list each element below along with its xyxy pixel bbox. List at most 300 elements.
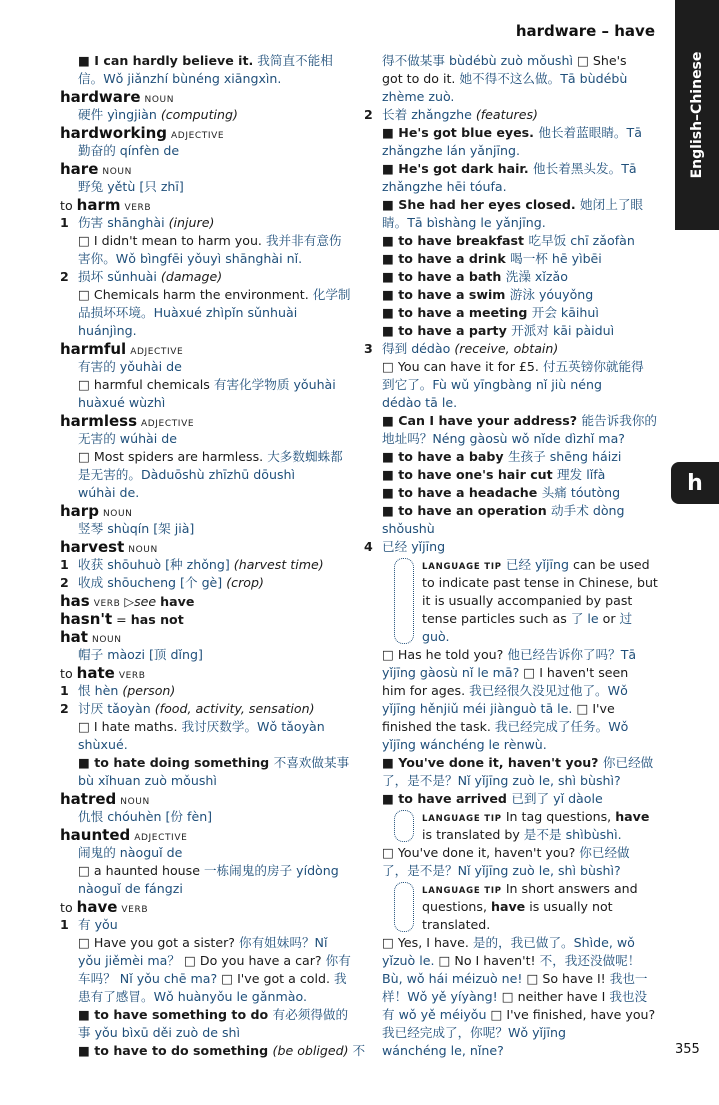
chinese-translation: 地址吗？Néng gàosù wǒ nǐde dìzhǐ ma?: [382, 431, 625, 446]
chinese-translation: huàxué wùzhì: [78, 395, 166, 410]
entry-text: have: [160, 594, 195, 609]
entry-text: have: [615, 809, 650, 824]
chinese-translation: guò.: [422, 629, 450, 644]
entry-line: [60, 52, 352, 70]
entry-text: In tag questions,: [505, 809, 616, 824]
chinese-translation: 你已经做: [579, 845, 630, 860]
sense-number: 1: [60, 917, 69, 932]
entry-headword-line: [60, 898, 352, 916]
entry-text: ■ to have a baby: [382, 449, 508, 464]
entry-line: [364, 736, 662, 754]
chinese-translation: 过: [619, 611, 633, 626]
entry-text: (features): [475, 107, 538, 122]
entry-line: [364, 700, 662, 718]
entry-headword-line: [60, 628, 352, 646]
entry-text: (harvest time): [233, 557, 324, 572]
entry-line: [364, 664, 662, 682]
sense-number: 3: [364, 341, 373, 356]
entry-text: to: [60, 198, 77, 213]
entry-line: [364, 70, 662, 88]
chinese-translation: 动手术 dòng: [551, 503, 625, 518]
entry-headword-line: [60, 826, 352, 844]
chinese-translation: 伤害 shānghài: [78, 215, 169, 230]
entry-text: ■ to have arrived: [382, 791, 512, 806]
chinese-translation: 收获 shōuhuò [种 zhǒng]: [78, 557, 234, 572]
sense-line: [60, 682, 352, 700]
chinese-translation: 了 le: [570, 611, 599, 626]
headword: harmless: [60, 412, 137, 430]
entry-text: ■ to have a headache: [382, 485, 542, 500]
entry-headword-line: [60, 664, 352, 682]
part-of-speech: VERB: [93, 599, 121, 609]
chinese-translation: 不喜欢做某事: [273, 755, 350, 770]
chinese-translation: 损坏 sǔnhuài: [78, 269, 161, 284]
entry-text: □ You can have it for £5.: [382, 359, 543, 374]
chinese-translation: 害你。Wǒ bìngfēi yǒuyì shānghài nǐ.: [78, 251, 303, 266]
chinese-translation: 我: [333, 971, 347, 986]
entry-line: [60, 880, 352, 898]
entry-text: ■ He's got dark hair.: [382, 161, 534, 176]
entry-text: □ Chemicals harm the environment.: [78, 287, 313, 302]
sense-number: 2: [60, 269, 69, 284]
entry-line: [60, 358, 352, 376]
language-tip-label: LANGUAGE TIP: [422, 562, 502, 572]
entry-text: □ I've: [572, 701, 615, 716]
entry-text: have: [490, 899, 526, 914]
chinese-translation: 品损坏环境。Huàxué zhìpǐn sǔnhuài: [78, 305, 298, 320]
entry-text: □ Yes, I have.: [382, 935, 473, 950]
entry-line: [364, 88, 662, 106]
entry-line: [60, 934, 352, 952]
entry-text: ■ to have a meeting: [382, 305, 532, 320]
chinese-translation: 我并非有意伤: [265, 233, 342, 248]
entry-headword-line: [60, 790, 352, 808]
chinese-translation: 得到 dédào: [382, 341, 455, 356]
entry-line: [364, 286, 662, 304]
entry-text: □ I've got a cold.: [217, 971, 334, 986]
chinese-translation: 样！Wǒ yě yíyàng!: [382, 989, 498, 1004]
entry-line: [364, 322, 662, 340]
entry-line: [364, 646, 662, 664]
entry-text: to: [60, 666, 77, 681]
chinese-translation: shǒushù: [382, 521, 435, 536]
tip-line: [422, 880, 662, 898]
chinese-translation: 理发 lǐfà: [557, 467, 606, 482]
chinese-translation: Bù, wǒ hái méizuò ne!: [382, 971, 523, 986]
sense-line: [60, 700, 352, 718]
entry-text: □ You've done it, haven't you?: [382, 845, 580, 860]
entry-headword-line: [60, 592, 352, 610]
entry-line: [60, 448, 352, 466]
chinese-translation: 硬件 yìngjiàn: [78, 107, 161, 122]
chinese-translation: 我也一: [609, 971, 648, 986]
entry-line: [364, 502, 662, 520]
part-of-speech: NOUN: [102, 509, 133, 519]
tip-bracket-icon: [394, 810, 414, 842]
sense-number: 2: [60, 575, 69, 590]
headword: have: [76, 898, 118, 916]
entry-line: [60, 466, 352, 484]
chinese-translation: 帽子 màozi [顶 dǐng]: [78, 647, 203, 662]
entry-line: [60, 430, 352, 448]
entry-line: [364, 52, 662, 70]
headword: harm: [76, 196, 121, 214]
entry-line: [60, 304, 352, 322]
letter-index-tab: h: [671, 462, 719, 504]
chinese-translation: 你有姐妹吗？Nǐ: [238, 935, 328, 950]
entry-text: finished the task.: [382, 719, 495, 734]
entry-line: [60, 952, 352, 970]
entry-text: ■ to have a bath: [382, 269, 506, 284]
entry-line: [60, 718, 352, 736]
entry-line: [60, 520, 352, 538]
entry-line: [364, 178, 662, 196]
part-of-speech: NOUN: [120, 797, 150, 807]
part-of-speech: VERB: [121, 905, 149, 915]
entry-headword-line: [60, 124, 352, 142]
chinese-translation: 喝一杯 hē yìbēi: [510, 251, 602, 266]
chinese-translation: nàoguǐ de fángzi: [78, 881, 183, 896]
sense-line: [60, 214, 352, 232]
headword: hardworking: [60, 124, 168, 142]
entry-text: □ Do you have a car?: [180, 953, 326, 968]
entry-line: [364, 430, 662, 448]
entry-text: □ a haunted house: [78, 863, 204, 878]
part-of-speech: VERB: [124, 203, 152, 213]
entry-text: □ I hate maths.: [78, 719, 182, 734]
chinese-translation: 你有: [325, 953, 351, 968]
entry-line: [364, 268, 662, 286]
part-of-speech: NOUN: [102, 167, 132, 177]
entry-text: can be used: [568, 557, 650, 572]
entry-line: [364, 790, 662, 808]
entry-text: □ So have I!: [522, 971, 610, 986]
tip-line: [422, 916, 662, 934]
tip-line: [422, 826, 662, 844]
entry-line: [364, 754, 662, 772]
headword: hate: [76, 664, 115, 682]
sense-line: [364, 106, 662, 124]
entry-text: □ I didn't mean to harm you.: [78, 233, 266, 248]
tip-line: [422, 556, 662, 574]
sense-number: 2: [364, 107, 373, 122]
entry-text: ■ to have breakfast: [382, 233, 529, 248]
entry-text: tense particles such as: [422, 611, 571, 626]
entry-text: □ No I haven't!: [434, 953, 540, 968]
entry-text: or: [598, 611, 620, 626]
entry-line: [364, 682, 662, 700]
chinese-translation: 大多数蜘蛛都: [267, 449, 343, 464]
entry-line: [364, 1006, 662, 1024]
entry-line: [60, 844, 352, 862]
part-of-speech: ADJECTIVE: [134, 833, 188, 843]
tip-line: [422, 898, 662, 916]
entry-text: (receive, obtain): [454, 341, 559, 356]
language-tip: [382, 808, 662, 844]
entry-line: [364, 196, 662, 214]
chinese-translation: yǒu jiěmèi ma？: [78, 953, 180, 968]
chinese-translation: 头痛 tóutòng: [541, 485, 621, 500]
headword: hasn't: [60, 610, 113, 628]
headword: haunted: [60, 826, 131, 844]
entry-text: translated.: [422, 917, 491, 932]
entry-text: ■ to have a drink: [382, 251, 511, 266]
entry-line: [60, 322, 352, 340]
chinese-translation: 她闭上了眼: [580, 197, 644, 212]
entry-text: ■ You've done it, haven't you?: [382, 755, 603, 770]
sense-line: [60, 916, 352, 934]
chinese-translation: 付五英镑你就能得: [542, 359, 644, 374]
entry-headword-line: [60, 88, 352, 106]
tip-line: [422, 592, 662, 610]
headword: hatred: [60, 790, 117, 808]
language-tip: [382, 556, 662, 646]
running-header: hardware – have: [515, 22, 655, 40]
entry-line: [364, 988, 662, 1006]
entry-line: [60, 394, 352, 412]
entry-line: [364, 304, 662, 322]
left-column: [60, 52, 366, 1060]
entry-text: questions,: [422, 899, 491, 914]
chinese-translation: 有 yǒu: [78, 917, 118, 932]
entry-line: [364, 250, 662, 268]
entry-text: =: [112, 612, 131, 627]
entry-text: has not: [130, 612, 184, 627]
chinese-translation: 你已经做: [602, 755, 654, 770]
entry-text: □ harmful chemicals: [78, 377, 214, 392]
chinese-translation: bù xǐhuan zuò mǒushì: [78, 773, 217, 788]
headword: hat: [60, 628, 88, 646]
chinese-translation: 能告诉我你的: [581, 413, 657, 428]
entry-text: is translated by: [422, 827, 524, 842]
chinese-translation: 无害的 wúhài de: [78, 431, 178, 446]
chinese-translation: 不: [352, 1043, 366, 1058]
tip-bracket-icon: [394, 558, 414, 644]
entry-line: [364, 718, 662, 736]
entry-text: is usually not: [525, 899, 613, 914]
entry-line: [364, 772, 662, 790]
entry-line: [364, 862, 662, 880]
entry-line: [60, 106, 352, 124]
chinese-translation: 事 yǒu bìxū děi zuò de shì: [78, 1025, 241, 1040]
part-of-speech: NOUN: [128, 545, 158, 555]
sense-number: 1: [60, 215, 69, 230]
chinese-translation: shùxué.: [78, 737, 128, 752]
chinese-translation: 他已经告诉你了吗？Tā: [507, 647, 637, 662]
chinese-translation: 吃早饭 chī zǎofàn: [528, 233, 635, 248]
entry-line: [364, 466, 662, 484]
entry-line: [364, 484, 662, 502]
chinese-translation: 已经 yǐjīng: [505, 557, 569, 572]
chinese-translation: 闹鬼的 nàoguǐ de: [78, 845, 183, 860]
right-column: [364, 52, 662, 1060]
entry-headword-line: [60, 610, 352, 628]
chinese-translation: 他长着蓝眼睛。Tā: [538, 125, 642, 140]
entry-text: □ Has he told you?: [382, 647, 508, 662]
chinese-translation: wánchéng le, nǐne?: [382, 1043, 504, 1058]
entry-text: ■ to have to do something: [78, 1043, 273, 1058]
chinese-translation: 有害化学物质 yǒuhài: [213, 377, 336, 392]
sense-number: 4: [364, 539, 373, 554]
entry-line: [60, 1024, 352, 1042]
entry-text: ■ to hate doing something: [78, 755, 274, 770]
chinese-translation: 我也没: [609, 989, 648, 1004]
entry-text: ■ to have a swim: [382, 287, 510, 302]
part-of-speech: NOUN: [91, 635, 122, 645]
entry-text: (crop): [226, 575, 264, 590]
side-tab-label: English–Chinese: [689, 51, 705, 179]
entry-text: (food, activity, sensation): [154, 701, 315, 716]
entry-text: him for ages.: [382, 683, 470, 698]
sense-number: 1: [60, 557, 69, 572]
entry-text: ■ Can I have your address?: [382, 413, 582, 428]
entry-line: [364, 1024, 662, 1042]
chinese-translation: 勤奋的 qínfèn de: [78, 143, 180, 158]
entry-line: [364, 214, 662, 232]
chinese-translation: 开会 kāihuì: [531, 305, 599, 320]
sense-number: 2: [60, 701, 69, 716]
entry-line: [364, 142, 662, 160]
entry-text: ■ I can hardly believe it.: [78, 53, 254, 68]
chinese-translation: 到它了。Fù wǔ yīngbàng nǐ jiù néng: [382, 377, 602, 392]
entry-line: [60, 376, 352, 394]
sense-line: [60, 268, 352, 286]
entry-line: [364, 448, 662, 466]
chinese-translation: 化学制: [312, 287, 351, 302]
chinese-translation: 不，我还没做呢！: [539, 953, 641, 968]
entry-line: [60, 178, 352, 196]
part-of-speech: ADJECTIVE: [171, 131, 225, 141]
entry-text: □ She's: [572, 53, 627, 68]
entry-text: ▷: [120, 594, 135, 609]
entry-text: (damage): [160, 269, 223, 284]
entry-text: □ Have you got a sister?: [78, 935, 239, 950]
chinese-translation: zhǎngzhe hēi tóufa.: [382, 179, 507, 194]
chinese-translation: 有 wǒ yě méiyǒu: [382, 1007, 487, 1022]
chinese-translation: 睛。Tā bìshàng le yǎnjīng.: [382, 215, 546, 230]
chinese-translation: 她不得不这么做。Tā bùdébù: [459, 71, 628, 86]
entry-text: ■ to have something to do: [78, 1007, 273, 1022]
chinese-translation: 竖琴 shùqín [架 jià]: [78, 521, 195, 536]
entry-line: [364, 934, 662, 952]
chinese-translation: huánjìng.: [78, 323, 137, 338]
entry-text: to: [60, 900, 77, 915]
tip-line: [422, 574, 662, 592]
chinese-translation: dédào tā le.: [382, 395, 458, 410]
chinese-translation: 讨厌 tǎoyàn: [78, 701, 155, 716]
entry-line: [60, 808, 352, 826]
chinese-translation: 了，是不是？Nǐ yǐjīng zuò le, shì bùshì?: [382, 773, 621, 788]
chinese-translation: yǐjīng gàosù nǐ le mā?: [382, 665, 520, 680]
entry-line: [364, 1042, 662, 1060]
entry-text: got to do it.: [382, 71, 460, 86]
entry-line: [60, 484, 352, 502]
entry-headword-line: [60, 340, 352, 358]
part-of-speech: ADJECTIVE: [141, 419, 195, 429]
chinese-translation: yǐjīng hěnjiǔ méi jiànguò tā le.: [382, 701, 573, 716]
chinese-translation: 仇恨 chóuhèn [份 fèn]: [78, 809, 213, 824]
headword: hare: [60, 160, 99, 178]
chinese-translation: 野兔 yětù [只 zhī]: [78, 179, 184, 194]
entry-headword-line: [60, 412, 352, 430]
entry-line: [364, 412, 662, 430]
entry-line: [60, 988, 352, 1006]
sense-number: 1: [60, 683, 69, 698]
language-tip-label: LANGUAGE TIP: [422, 814, 502, 824]
chinese-translation: 洗澡 xǐzǎo: [505, 269, 568, 284]
entry-line: [60, 646, 352, 664]
entry-line: [364, 970, 662, 988]
entry-headword-line: [60, 196, 352, 214]
chinese-translation: 恨 hèn: [78, 683, 123, 698]
headword: harvest: [60, 538, 125, 556]
chinese-translation: 我已经完成了，你呢？Wǒ yǐjīng: [382, 1025, 567, 1040]
entry-text: □ Most spiders are harmless.: [78, 449, 268, 464]
entry-line: [60, 232, 352, 250]
entry-text: ■ He's got blue eyes.: [382, 125, 539, 140]
entry-text: □ neither have I: [497, 989, 610, 1004]
entry-text: □ I've finished, have you?: [486, 1007, 656, 1022]
chinese-translation: 车吗？ Nǐ yǒu chē ma?: [78, 971, 218, 986]
entry-line: [60, 970, 352, 988]
part-of-speech: NOUN: [144, 95, 175, 105]
chinese-translation: 生孩子 shēng háizi: [507, 449, 622, 464]
entry-text: □ I haven't seen: [519, 665, 629, 680]
chinese-translation: 已经 yǐjīng: [382, 539, 446, 554]
entry-text: (person): [122, 683, 176, 698]
entry-line: [364, 232, 662, 250]
entry-text: to indicate past tense in Chinese, but: [422, 575, 658, 590]
chinese-translation: 是无害的。Dàduōshù zhīzhū dōushì: [78, 467, 295, 482]
chinese-translation: 有害的 yǒuhài de: [78, 359, 182, 374]
entry-text: ■ to have one's hair cut: [382, 467, 558, 482]
chinese-translation: 一栋闹鬼的房子 yídòng: [203, 863, 339, 878]
chinese-translation: wúhài de.: [78, 485, 140, 500]
entry-text: see: [134, 594, 161, 609]
page-number: 355: [675, 1042, 700, 1057]
side-thumb-tab: [675, 0, 719, 230]
entry-line: [364, 160, 662, 178]
entry-line: [60, 1006, 352, 1024]
entry-line: [60, 142, 352, 160]
entry-line: [60, 754, 352, 772]
entry-line: [364, 520, 662, 538]
chinese-translation: 了，是不是？Nǐ yǐjīng zuò le, shì bùshì?: [382, 863, 621, 878]
sense-line: [60, 574, 352, 592]
chinese-translation: yǐjīng wánchéng le rènwù.: [382, 737, 547, 752]
entry-line: [60, 772, 352, 790]
chinese-translation: 他长着黑头发。Tā: [533, 161, 637, 176]
chinese-translation: 长着 zhǎngzhe: [382, 107, 476, 122]
sense-line: [364, 538, 662, 556]
chinese-translation: zhǎngzhe lán yǎnjīng.: [382, 143, 520, 158]
entry-text: In short answers and: [505, 881, 638, 896]
entry-line: [364, 358, 662, 376]
chinese-translation: 收成 shōucheng [个 gè]: [78, 575, 227, 590]
entry-text: (injure): [168, 215, 215, 230]
chinese-translation: 得不做某事 bùdébù zuò mǒushì: [382, 53, 573, 68]
chinese-translation: 我简直不能相: [253, 53, 333, 68]
chinese-translation: 我已经很久没见过他了。Wǒ: [469, 683, 628, 698]
tip-line: [422, 808, 662, 826]
entry-line: [60, 736, 352, 754]
language-tip: [382, 880, 662, 934]
chinese-translation: 信。Wǒ jiǎnzhí bùnéng xiāngxìn.: [78, 71, 282, 86]
entry-text: it is usually accompanied by past: [422, 593, 633, 608]
entry-line: [364, 952, 662, 970]
entry-line: [60, 250, 352, 268]
chinese-translation: 我已经完成了任务。Wǒ: [494, 719, 629, 734]
